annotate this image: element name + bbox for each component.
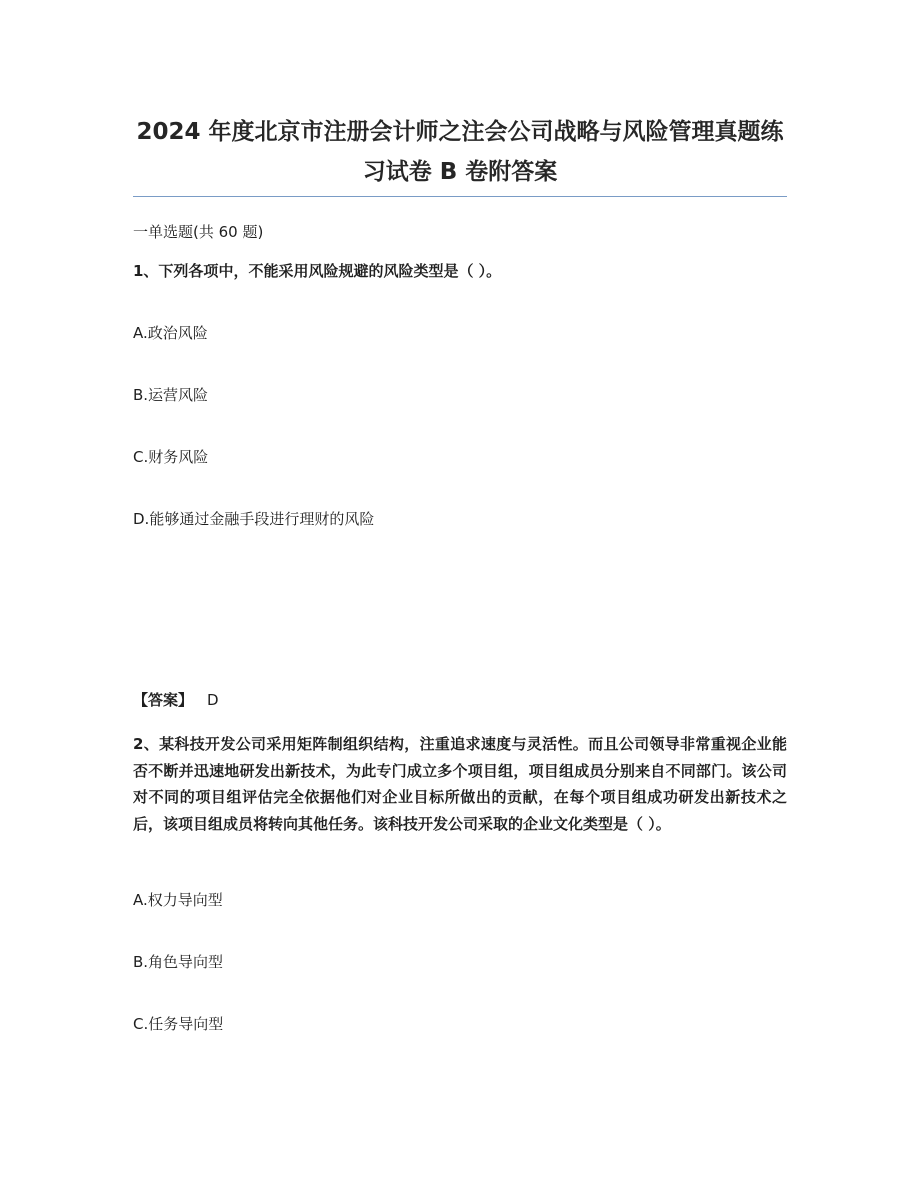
question-1-stem: 1、下列各项中，不能采用风险规避的风险类型是（ ）。 — [133, 262, 502, 280]
question-1-answer — [133, 690, 219, 710]
question-2-option-b: B.角色导向型 — [133, 953, 224, 971]
question-2-stem: 2、某科技开发公司采用矩阵制组织结构，注重追求速度与灵活性。而且公司领导非常重视企业能否不断并迅速地研发出新技术，为此专门成立多个项目组，项目组成员分别来自不同部门。该公司对不同的项目组评估完全依据他们对企业目标所做出的贡献，在每个项目组成功研发出新技术之后，该项目组成员将转向其他任务。该科技开发公司采取的企业文化类型是（ ）。 — [133, 735, 787, 833]
answer-value: D — [207, 691, 219, 709]
question-1-option-a: A.政治风险 — [133, 324, 208, 342]
question-1-option-c: C.财务风险 — [133, 448, 209, 466]
question-2-option-c: C.任务导向型 — [133, 1015, 224, 1033]
question-1-option-d: D.能够通过金融手段进行理财的风险 — [133, 510, 375, 528]
question-1-option-b: B.运营风险 — [133, 386, 209, 404]
section-label: 一单选题(共 60 题) — [133, 223, 264, 241]
document-title: 2024 年度北京市注册会计师之注会公司战略与风险管理真题练习试卷 B 卷附答案 — [136, 119, 784, 185]
answer-label: 【答案】 — [133, 691, 194, 709]
question-2-option-a: A.权力导向型 — [133, 891, 223, 909]
title-divider — [133, 196, 787, 197]
